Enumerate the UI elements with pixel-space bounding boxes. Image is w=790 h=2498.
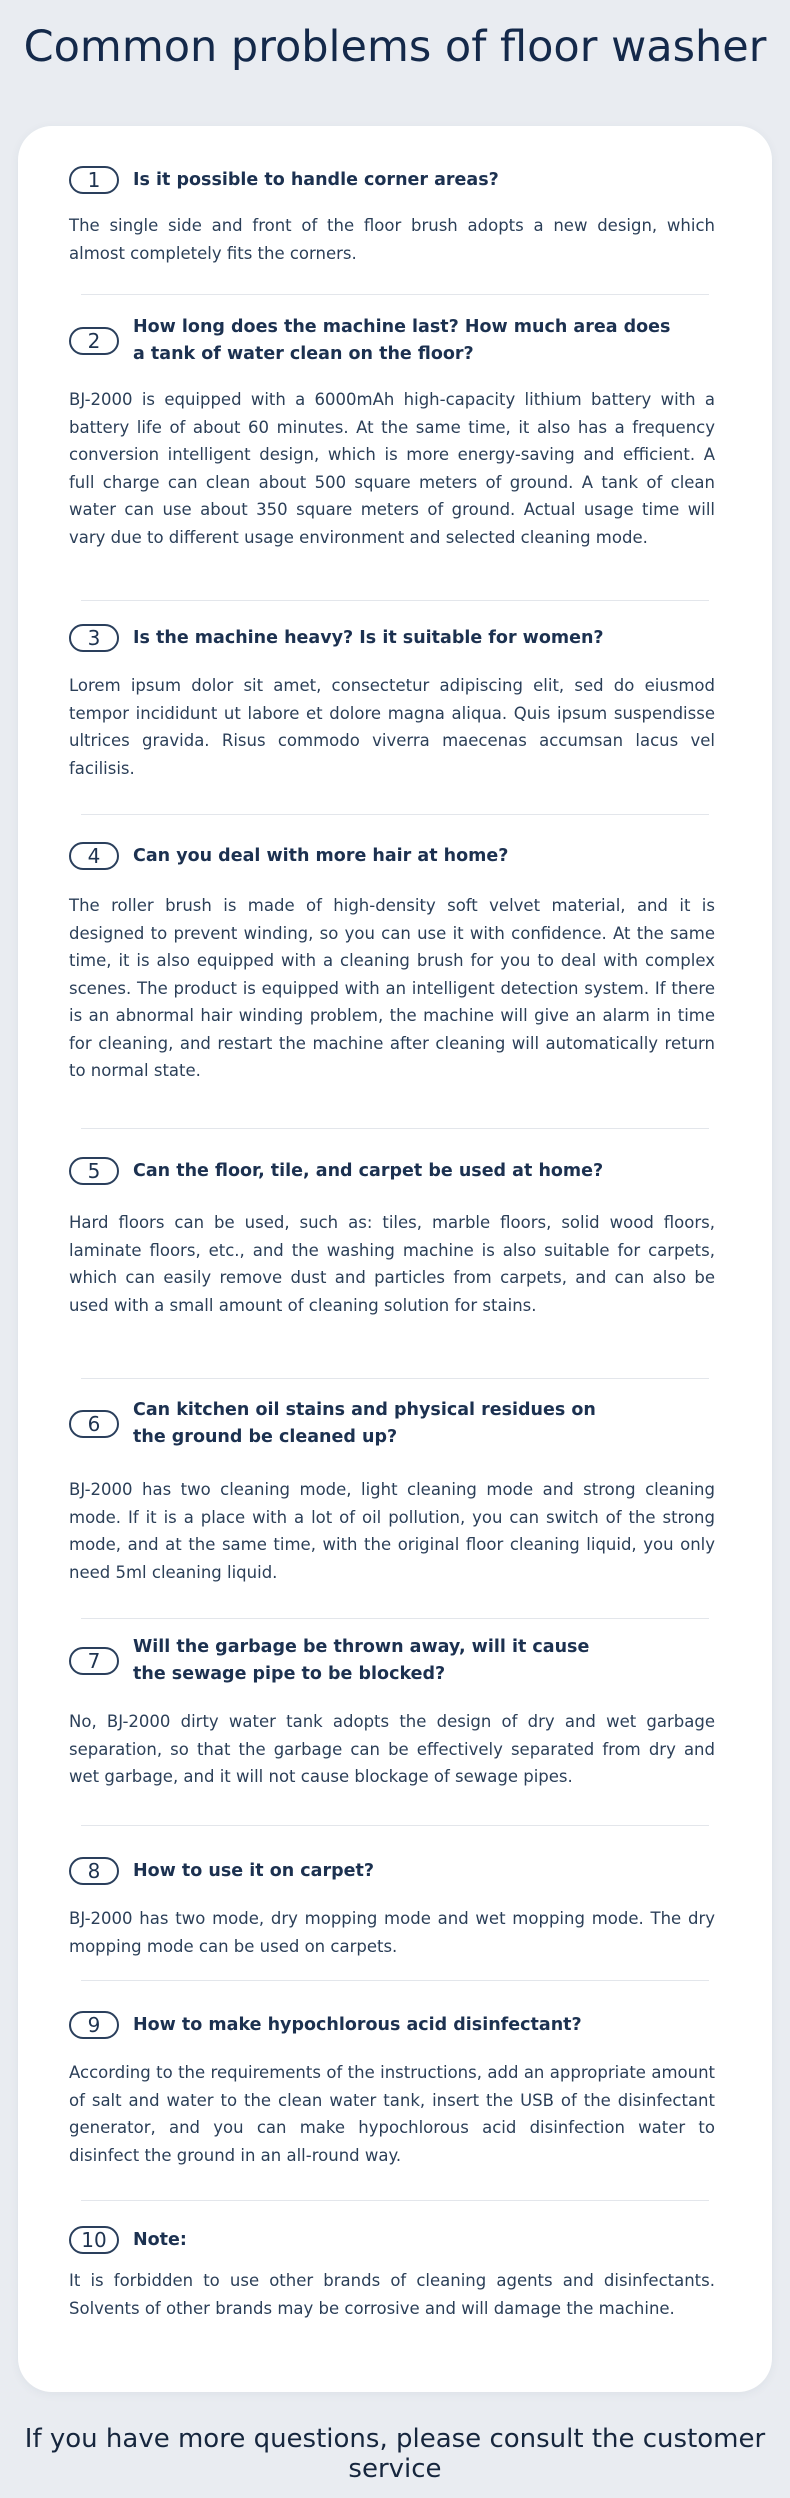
faq-answer: No, BJ-2000 dirty water tank adopts the design of dry and wet garbage separation, so that the garbage can be effectively separated from dry and wet garbage, and it will not cause blockage of sewage pipes.: [69, 1712, 715, 1786]
faq-number-badge: 2: [69, 327, 119, 355]
faq-number-badge: 9: [69, 2011, 119, 2039]
divider: [81, 2200, 709, 2201]
faq-number-badge: 7: [69, 1647, 119, 1675]
faq-question: Note:: [133, 2229, 187, 2250]
faq-answer: It is forbidden to use other brands of cleaning agents and disinfectants. Solvents of other brands may be corrosive and will damage the machine.: [69, 2271, 715, 2318]
faq-answer: BJ-2000 has two cleaning mode, light cleaning mode and strong cleaning mode. If it is a place with a lot of oil pollution, you can switch of the strong mode, and at the same time, with the original floor cleaning liquid, you only need 5ml cleaning liquid.: [69, 1480, 715, 1582]
divider: [81, 1825, 709, 1826]
faq-number-badge: 8: [69, 1857, 119, 1885]
faq-number-badge: 1: [69, 166, 119, 194]
divider: [81, 600, 709, 601]
divider: [81, 1128, 709, 1129]
faq-question: Can kitchen oil stains and physical residues on the ground be cleaned up?: [133, 1400, 596, 1447]
faq-answer: Lorem ipsum dolor sit amet, consectetur adipiscing elit, sed do eiusmod tempor incididunt ut labore et dolore magna aliqua. Quis ipsum suspendisse ultrices gravida. Risus commodo viverra maecenas accumsan lacus vel facilisis.: [69, 676, 715, 778]
faq-answer: Hard floors can be used, such as: tiles, marble floors, solid wood floors, laminate floors, etc., and the washing machine is also suitable for carpets, which can easily remove dust and particles from carpets, and can also be used with a small amount of cleaning solution for stains.: [69, 1213, 715, 1315]
divider: [81, 814, 709, 815]
divider: [81, 1618, 709, 1619]
faq-question: Is the machine heavy? Is it suitable for women?: [133, 627, 604, 648]
faq-question: Can you deal with more hair at home?: [133, 845, 509, 866]
faq-number-badge: 6: [69, 1410, 119, 1438]
footer-note: If you have more questions, please consult the customer service: [24, 2424, 766, 2484]
faq-number-badge: 5: [69, 1157, 119, 1185]
faq-number-badge: 4: [69, 842, 119, 870]
faq-number-badge: 10: [69, 2226, 119, 2254]
faq-number-badge: 3: [69, 624, 119, 652]
divider: [81, 1980, 709, 1981]
divider: [81, 294, 709, 295]
divider: [81, 1378, 709, 1379]
page-title: Common problems of floor washer: [23, 22, 767, 72]
faq-question: How long does the machine last? How much area does a tank of water clean on the floor?: [133, 317, 671, 364]
faq-answer: BJ-2000 is equipped with a 6000mAh high-capacity lithium battery with a battery life of about 60 minutes. At the same time, it also has a frequency conversion intelligent design, which is more energy-saving and efficient. A full charge can clean about 500 square meters of ground. A tank of clean water can use about 350 square meters of ground. Actual usage time will vary due to different usage environment and selected cleaning mode.: [69, 390, 715, 547]
faq-answer: BJ-2000 has two mode, dry mopping mode and wet mopping mode. The dry mopping mode can be used on carpets.: [69, 1909, 715, 1956]
faq-question: How to use it on carpet?: [133, 1860, 375, 1881]
faq-question: Can the floor, tile, and carpet be used at home?: [133, 1160, 604, 1181]
faq-answer: The single side and front of the floor brush adopts a new design, which almost completely fits the corners.: [69, 216, 715, 263]
faq-question: Will the garbage be thrown away, will it cause the sewage pipe to be blocked?: [133, 1637, 590, 1684]
faq-answer: According to the requirements of the instructions, add an appropriate amount of salt and water to the clean water tank, insert the USB of the disinfectant generator, and you can make hypochlorous acid disinfection water to disinfect the ground in an all-round way.: [69, 2063, 715, 2165]
faq-question: Is it possible to handle corner areas?: [133, 169, 499, 190]
faq-question: How to make hypochlorous acid disinfectant?: [133, 2014, 582, 2035]
faq-answer: The roller brush is made of high-density soft velvet material, and it is designed to prevent winding, so you can use it with confidence. At the same time, it is also equipped with a cleaning brush for you to deal with complex scenes. The product is equipped with an intelligent detection system. If there is an abnormal hair winding problem, the machine will give an alarm in time for cleaning, and restart the machine after cleaning will automatically return to normal state.: [69, 896, 715, 1080]
